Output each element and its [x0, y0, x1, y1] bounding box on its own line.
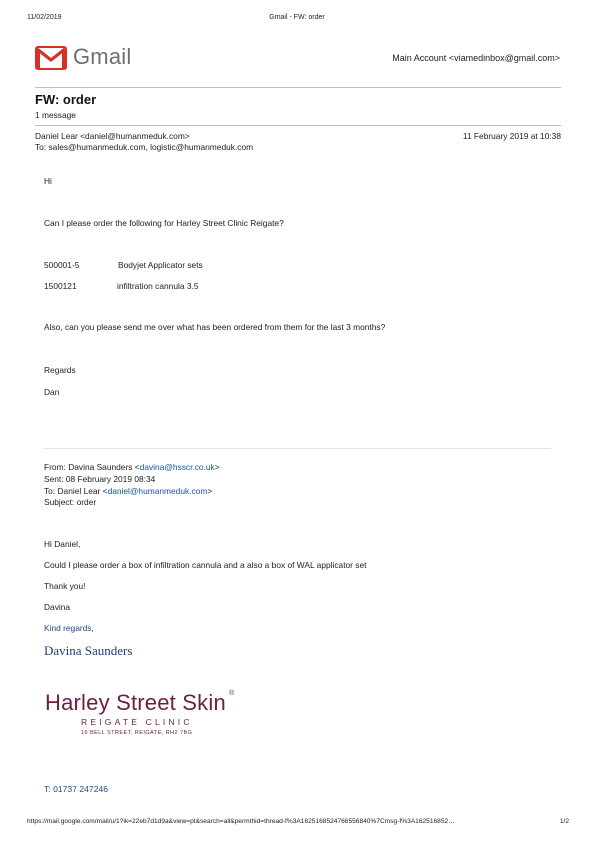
forwarded-from-label: From: Davina Saunders <: [44, 462, 140, 472]
page-number: 1/2: [559, 818, 569, 825]
gmail-envelope-icon: [35, 46, 67, 70]
forwarded-sent: Sent: 08 February 2019 08:34: [44, 474, 156, 484]
forwarded-from: [44, 462, 220, 472]
forwarded-name: Davina: [44, 602, 71, 612]
forward-divider: [44, 448, 551, 449]
forwarded-body: Could I please order a box of infiltration cannula and a also a box of WAL applicator set: [44, 560, 367, 570]
forwarded-to: [44, 486, 212, 496]
order-request: Can I please order the following for Harley Street Clinic Reigate?: [44, 218, 284, 228]
subject-divider: [35, 125, 561, 126]
forwarded-subject: Subject: order: [44, 497, 97, 507]
order-item-desc: infiltration cannula 3.5: [117, 281, 199, 291]
print-title: Gmail - FW: order: [269, 14, 325, 21]
header-divider: [35, 87, 561, 88]
signoff: Regards: [44, 365, 76, 375]
kind-regards: [44, 623, 94, 633]
forwarded-from-end: >: [214, 462, 220, 472]
order-item-desc: Bodyjet Applicator sets: [118, 260, 203, 270]
clinic-subtitle: REIGATE CLINIC: [81, 717, 193, 727]
gmail-wordmark: Gmail: [73, 44, 132, 69]
print-url: https://mail.google.com/mail/u/1?ik=22eb7d1d9a&view=pt&search=all&permthid=thread-f%3A1625168524766556840%7Cmsg-f%3A162516852…: [27, 818, 455, 825]
message-count: 1 message: [35, 110, 76, 120]
signature-name: Davina Saunders: [44, 643, 133, 658]
order-item-code: 1500121: [44, 281, 77, 291]
clinic-logo: [45, 690, 245, 746]
kind-regards-text: Kind regards: [44, 623, 92, 633]
forwarded-greeting: Hi Daniel,: [44, 539, 81, 549]
thread-subject: FW: order: [35, 92, 97, 107]
forwarded-to-email[interactable]: daniel@humanmeduk.com: [107, 486, 208, 496]
forwarded-to-end: >: [207, 486, 213, 496]
message-date: 11 February 2019 at 10:38: [462, 131, 561, 141]
print-date: 11/02/2019: [27, 14, 62, 21]
sender-name: Dan: [44, 387, 60, 397]
clinic-phone: T: 01737 247246: [44, 784, 109, 794]
clinic-address: 16 BELL STREET, REIGATE, RH2 7BG: [81, 730, 193, 736]
greeting: Hi: [44, 176, 52, 186]
recipients: To: sales@humanmeduk.com, logistic@humanmeduk.com: [35, 142, 254, 152]
followup-request: Also, can you please send me over what has been ordered from them for the last 3 months?: [44, 322, 386, 332]
forwarded-to-label: To: Daniel Lear <: [44, 486, 108, 496]
forwarded-from-email[interactable]: davina@hsscr.co.uk: [139, 462, 215, 472]
account-label: Main Account <viamedinbox@gmail.com>: [392, 53, 560, 63]
forwarded-thanks: Thank you!: [44, 581, 86, 591]
order-item-code: 500001-5: [44, 260, 80, 270]
clinic-brand: Harley Street Skin: [45, 690, 226, 715]
registered-mark: ®: [229, 690, 235, 697]
sender: Daniel Lear <daniel@humanmeduk.com>: [35, 131, 190, 141]
kind-regards-comma: ,: [91, 623, 94, 633]
